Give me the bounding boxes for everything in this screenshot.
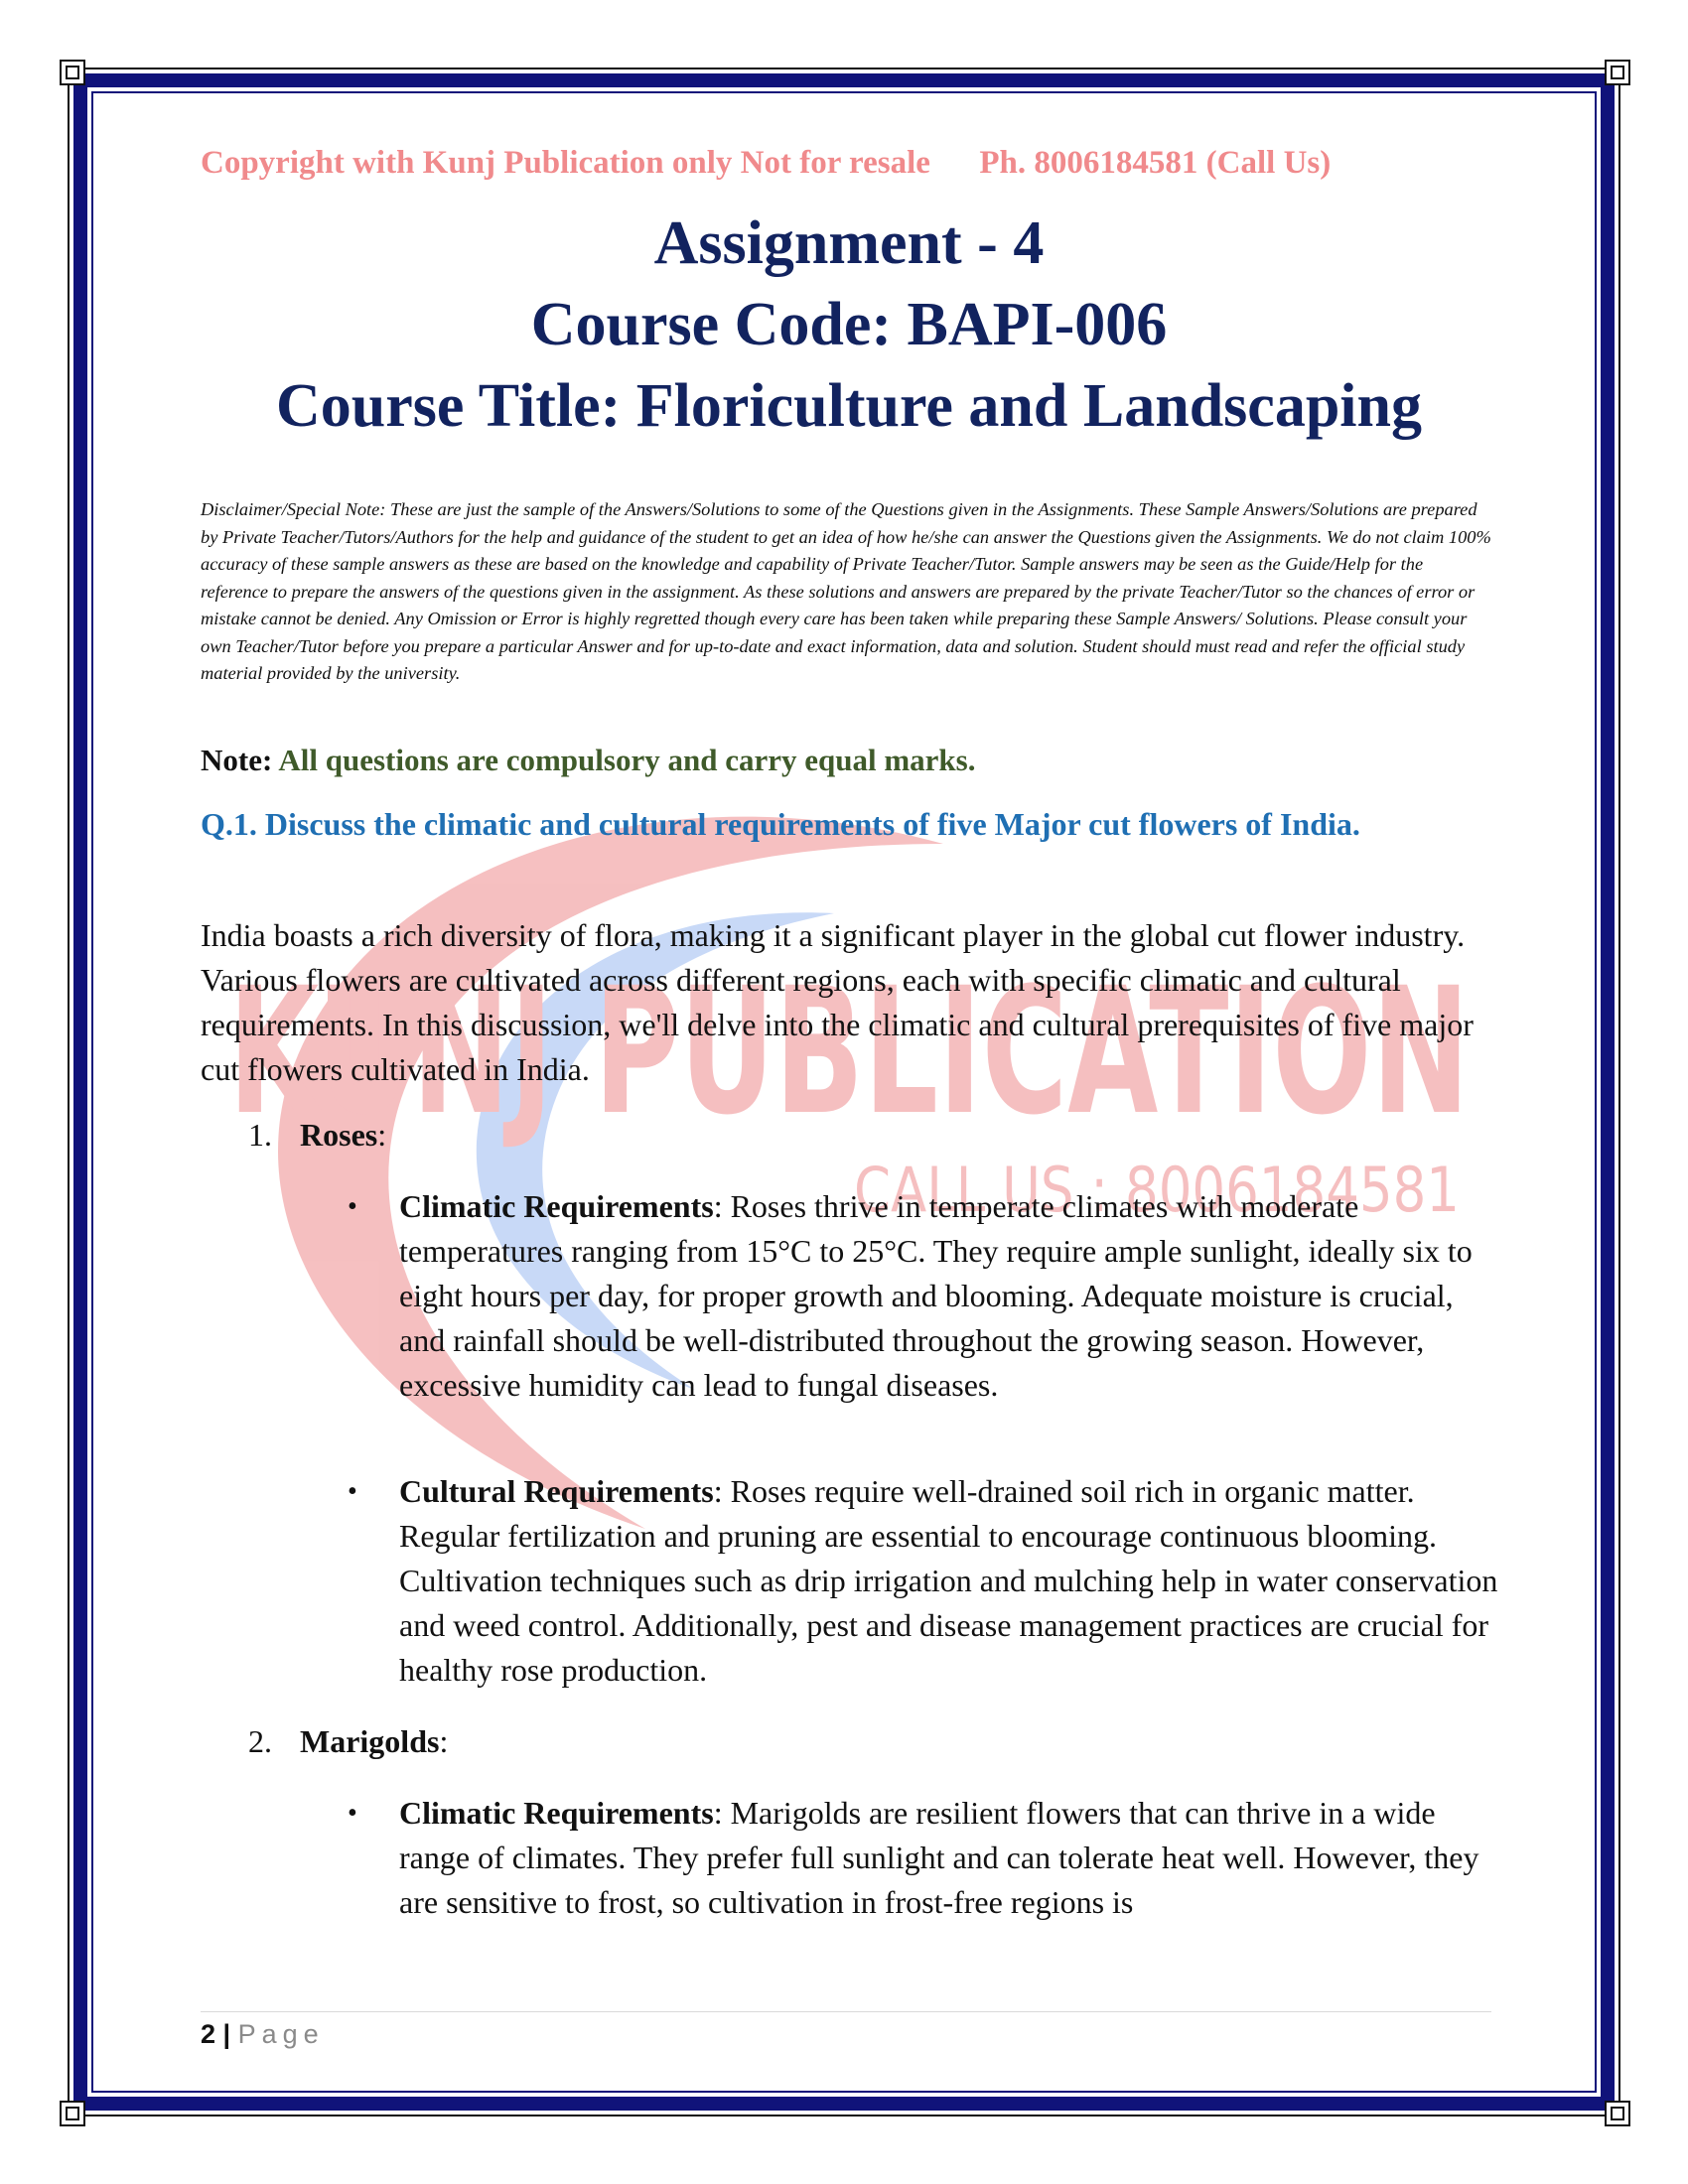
note-text: All questions are compulsory and carry equal marks. (278, 743, 976, 777)
list-item-number: 1. (248, 1117, 272, 1153)
bullet-label: Cultural Requirements (399, 1473, 714, 1509)
border-corner-ornament (60, 60, 85, 85)
course-code: Course Code: BAPI-006 (530, 291, 1168, 358)
list-item-title: Roses (300, 1117, 378, 1153)
border-corner-ornament (1605, 2101, 1630, 2126)
copyright-notice: Copyright with Kunj Publication only Not for resale Ph. 8006184581 (Call Us) (201, 145, 1332, 181)
footer-divider (201, 2011, 1491, 2012)
watermark-phone: CALL US : 8006184581 (854, 1154, 1460, 1226)
question-heading: Q.1. Discuss the climatic and cultural requirements of five Major cut flowers of India. (201, 806, 1360, 842)
note-label: Note: (201, 743, 273, 777)
list-item-title: Marigolds (300, 1723, 440, 1759)
bullet-icon: • (348, 1476, 357, 1507)
watermark-brand: KUNJ PUBLICATION (228, 950, 1470, 1154)
bullet-text: : Marigolds are resilient flowers that can thrive in a wide range of climates. They prefer full sunlight and can tolerate heat well. However, they are sensitive to frost, so cultivation in frost-free regions is (399, 1795, 1479, 1920)
bullet-text: : Roses thrive in temperate climates with moderate temperatures ranging from 15°C to 25°C. They require ample sunlight, ideally six to eight hours per day, for proper growth and blooming. Adequate moisture is crucial, and rainfall should be well-distributed throughout the growing season. However, excessive humidity can lead to fungal diseases. (399, 1188, 1473, 1403)
bullet-label: Climatic Requirements (399, 1188, 714, 1224)
assignment-title: Assignment - 4 (653, 209, 1045, 277)
page-footer (201, 2019, 325, 2050)
page-label: Page (237, 2019, 325, 2049)
bullet-icon: • (348, 1798, 357, 1829)
list-item: 2. Marigolds: (248, 1719, 448, 1764)
border-corner-ornament (1605, 60, 1630, 85)
bullet-icon: • (348, 1191, 357, 1222)
list-item-number: 2. (248, 1723, 272, 1759)
course-title: Course Title: Floriculture and Landscaping (275, 372, 1423, 440)
bullet-item (348, 1791, 1499, 1925)
page-number: 2 (201, 2019, 216, 2049)
note (201, 741, 1491, 780)
disclaimer: Disclaimer/Special Note: These are just the sample of the Answers/Solutions to some of the Questions given in the Assignments. These Sample Answers/Solutions are prepared by Private Teacher/Tutors/Authors for the help and guidance of the student to get an idea of how he/she can answer the Questions given the Assignments. We do not claim 100% accuracy of these sample answers as these are based on the knowledge and capability of Private Teacher/Tutor. Sample answers may be seen as the Guide/Help for the reference to prepare the answers of the questions given in the assignment. As these solutions and answers are prepared by the private Teacher/Tutor so the chances of error or mistake cannot be denied. Any Omission or Error is highly regretted though every care has been taken while preparing these Sample Answers/ Solutions. Please consult your own Teacher/Tutor before you prepare a particular Answer and for up-to-date and exact information, data and solution. Student should must read and refer the official study material provided by the university. (201, 499, 1491, 683)
page-separator: | (215, 2019, 238, 2049)
list-item: 1. Roses: (248, 1113, 386, 1158)
bullet-text: : Roses require well-drained soil rich in organic matter. Regular fertilization and pruning are essential to encourage continuous blooming. Cultivation techniques such as drip irrigation and mulching help in water conservation and weed control. Additionally, pest and disease management practices are crucial for healthy rose production. (399, 1473, 1498, 1688)
bullet-item (348, 1184, 1499, 1408)
border-corner-ornament (60, 2101, 85, 2126)
bullet-label: Climatic Requirements (399, 1795, 714, 1831)
intro-paragraph: India boasts a rich diversity of flora, making it a significant player in the global cut flower industry. Various flowers are cultivated across different regions, each with specific climatic and cultural requirements. In this discussion, we'll delve into the climatic and cultural prerequisites of five major cut flowers cultivated in India. (201, 917, 1474, 1087)
bullet-item (348, 1469, 1499, 1693)
